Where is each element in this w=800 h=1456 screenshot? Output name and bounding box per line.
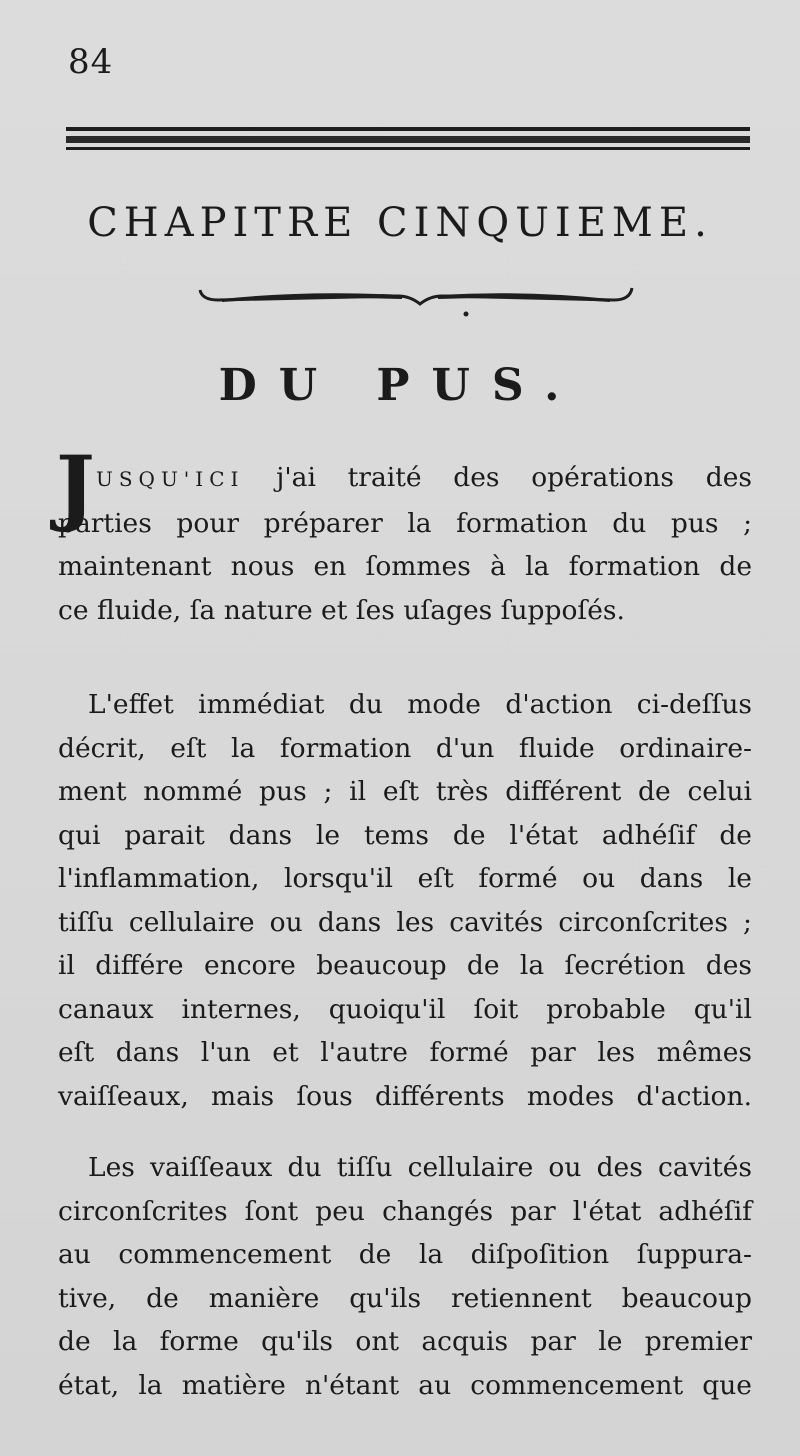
- ornament-divider: [198, 282, 634, 318]
- text-line: état, la matière n'étant au commencement que: [58, 1369, 752, 1401]
- text-line: circonſcrites ſont peu changés par l'état adhéſif: [58, 1195, 752, 1227]
- text-line: ment nommé pus ; il eſt très différent de celui: [58, 776, 752, 807]
- text-line: vaiſſeaux, mais ſous différents modes d'action.: [58, 1080, 752, 1112]
- text-line: l'inflammation, lorsqu'il eſt formé ou dans le: [58, 863, 752, 894]
- text-line: de la forme qu'ils ont acquis par le premier: [58, 1326, 752, 1357]
- text-line: ce fluide, ſa nature et ſes uſages ſuppoſés.: [58, 594, 625, 626]
- header-rule: [66, 127, 750, 151]
- text-line: tiſſu cellulaire ou dans les cavités circonſcrites ;: [58, 906, 752, 938]
- text-line: Les vaiſſeaux du tiſſu cellulaire ou des cavités: [88, 1152, 752, 1183]
- section-title: DU PUS.: [218, 360, 582, 411]
- text-line-content: j'ai traité des opérations des: [276, 462, 752, 493]
- text-line: il différe encore beaucoup de la ſecrétion des: [58, 950, 752, 981]
- text-line: décrit, eſt la formation d'un fluide ordinaire-: [58, 732, 752, 764]
- text-line: L'effet immédiat du mode d'action ci-deſſus: [88, 689, 752, 720]
- text-line: eſt dans l'un et l'autre formé par les mêmes: [58, 1037, 752, 1068]
- paragraph-3: [58, 1146, 752, 1407]
- page-number: 84: [68, 42, 114, 82]
- paragraph-1: [58, 456, 752, 632]
- smallcaps-opening: USQU'ICI: [96, 467, 245, 491]
- chapter-heading: CHAPITRE CINQUIEME.: [87, 200, 713, 246]
- text-line: maintenant nous en ſommes à la formation de: [58, 551, 752, 582]
- paragraph-2: [58, 683, 752, 1118]
- text-line: au commencement de la diſpoſition ſuppura-: [58, 1239, 752, 1270]
- text-line: canaux internes, quoiqu'il ſoit probable qu'il: [58, 993, 752, 1025]
- text-line: tive, de manière qu'ils retiennent beaucoup: [58, 1282, 752, 1314]
- text-line: [58, 456, 752, 502]
- drop-cap: J: [56, 439, 95, 535]
- text-line: parties pour préparer la formation du pus ;: [58, 507, 752, 539]
- text-line: qui parait dans le tems de l'état adhéſif de: [58, 819, 752, 851]
